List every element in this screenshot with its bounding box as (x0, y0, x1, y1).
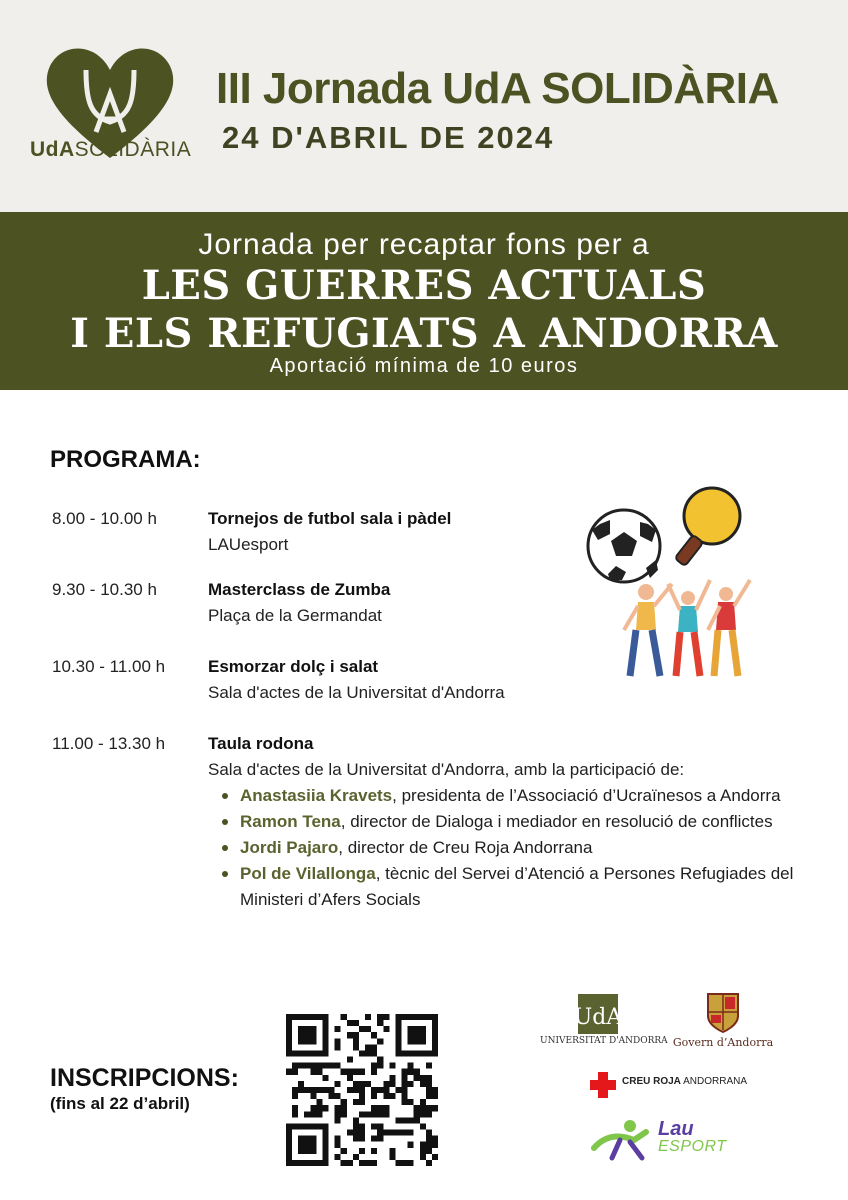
participant-role: , director de Dialoga i mediador en resolució de conflictes (340, 812, 773, 831)
program-time: 9.30 - 10.30 h (52, 580, 157, 599)
program-event: Esmorzar dolç i salat (208, 657, 379, 676)
sponsor-lau-sub: ESPORT (658, 1138, 727, 1155)
page-title: III Jornada UdA SOLIDÀRIA (216, 64, 779, 113)
sponsor-govern-name: Govern d’Andorra (672, 1036, 774, 1049)
coat-of-arms-icon (668, 992, 778, 1034)
red-cross-icon (588, 1070, 618, 1100)
soccer-ball-icon (588, 510, 660, 582)
program-event: Taula rodona (208, 734, 314, 753)
program-title: PROGRAMA: (50, 446, 201, 473)
sponsor-uda-name: UNIVERSITAT D'ANDORRA (540, 1036, 668, 1046)
program-place: Sala d'actes de la Universitat d'Andorra, amb la participació de: (208, 760, 685, 779)
participant-name: Jordi Pajaro (240, 838, 339, 857)
program-place: LAUesport (208, 535, 289, 554)
participant-role: , director de Creu Roja Andorrana (338, 838, 593, 857)
participant-list (208, 783, 828, 913)
paddle-icon (675, 488, 740, 566)
logo-wordmark: UdASOLIDÀRIA (30, 138, 192, 161)
program-time: 11.00 - 13.30 h (52, 734, 166, 753)
participant-name: Ramon Tena (240, 812, 341, 831)
participant-name: Anastasiia Kravets (240, 786, 393, 805)
participant-role: , tècnic del Servei d’Atenció a Persones Refugiades del Ministeri d’Afers Socials (240, 864, 794, 909)
program-place: Sala d'actes de la Universitat d'Andorra (208, 683, 505, 702)
sponsor-creu-roja-name: CREU ROJA ANDORRANA (622, 1076, 748, 1087)
participant-item (240, 835, 828, 861)
registration-title: INSCRIPCIONS: (50, 1064, 239, 1092)
participant-item (240, 809, 828, 835)
program-time: 10.30 - 11.00 h (52, 657, 166, 676)
sponsor-uda (540, 994, 668, 1054)
participant-item (240, 861, 828, 913)
program-time: 8.00 - 10.00 h (52, 509, 157, 528)
banner (0, 212, 848, 390)
participant-item (240, 783, 828, 809)
uda-logo-icon (540, 994, 660, 1034)
event-date: 24 D'ABRIL DE 2024 (222, 120, 555, 155)
registration-deadline: (fins al 22 d’abril) (50, 1094, 190, 1113)
program-event: Masterclass de Zumba (208, 580, 391, 599)
banner-headline-2: I ELS REFUGIATS A ANDORRA (70, 310, 778, 357)
sponsor-lau-esport (590, 1118, 740, 1162)
program-event: Tornejos de futbol sala i pàdel (208, 509, 452, 528)
participant-name: Pol de Vilallonga (240, 864, 376, 883)
program-place: Plaça de la Germandat (208, 606, 382, 625)
runner-icon (590, 1118, 654, 1162)
sponsor-govern (668, 992, 778, 1052)
banner-subtitle: Jornada per recaptar fons per a (198, 228, 650, 261)
dancers-icon (624, 580, 750, 676)
header (0, 0, 848, 212)
banner-headline-1: LES GUERRES ACTUALS (141, 262, 707, 309)
qr-code-icon[interactable] (286, 1014, 438, 1166)
sports-illustration (580, 480, 760, 690)
participant-role: , presidenta de l’Associació d’Ucraïnesos a Andorra (392, 786, 781, 805)
svg-text:UdA: UdA (573, 1005, 623, 1030)
banner-minimum: Aportació mínima de 10 euros (269, 355, 579, 377)
sponsor-creu-roja (588, 1070, 748, 1100)
sponsor-lau-name: Lau (658, 1118, 694, 1140)
